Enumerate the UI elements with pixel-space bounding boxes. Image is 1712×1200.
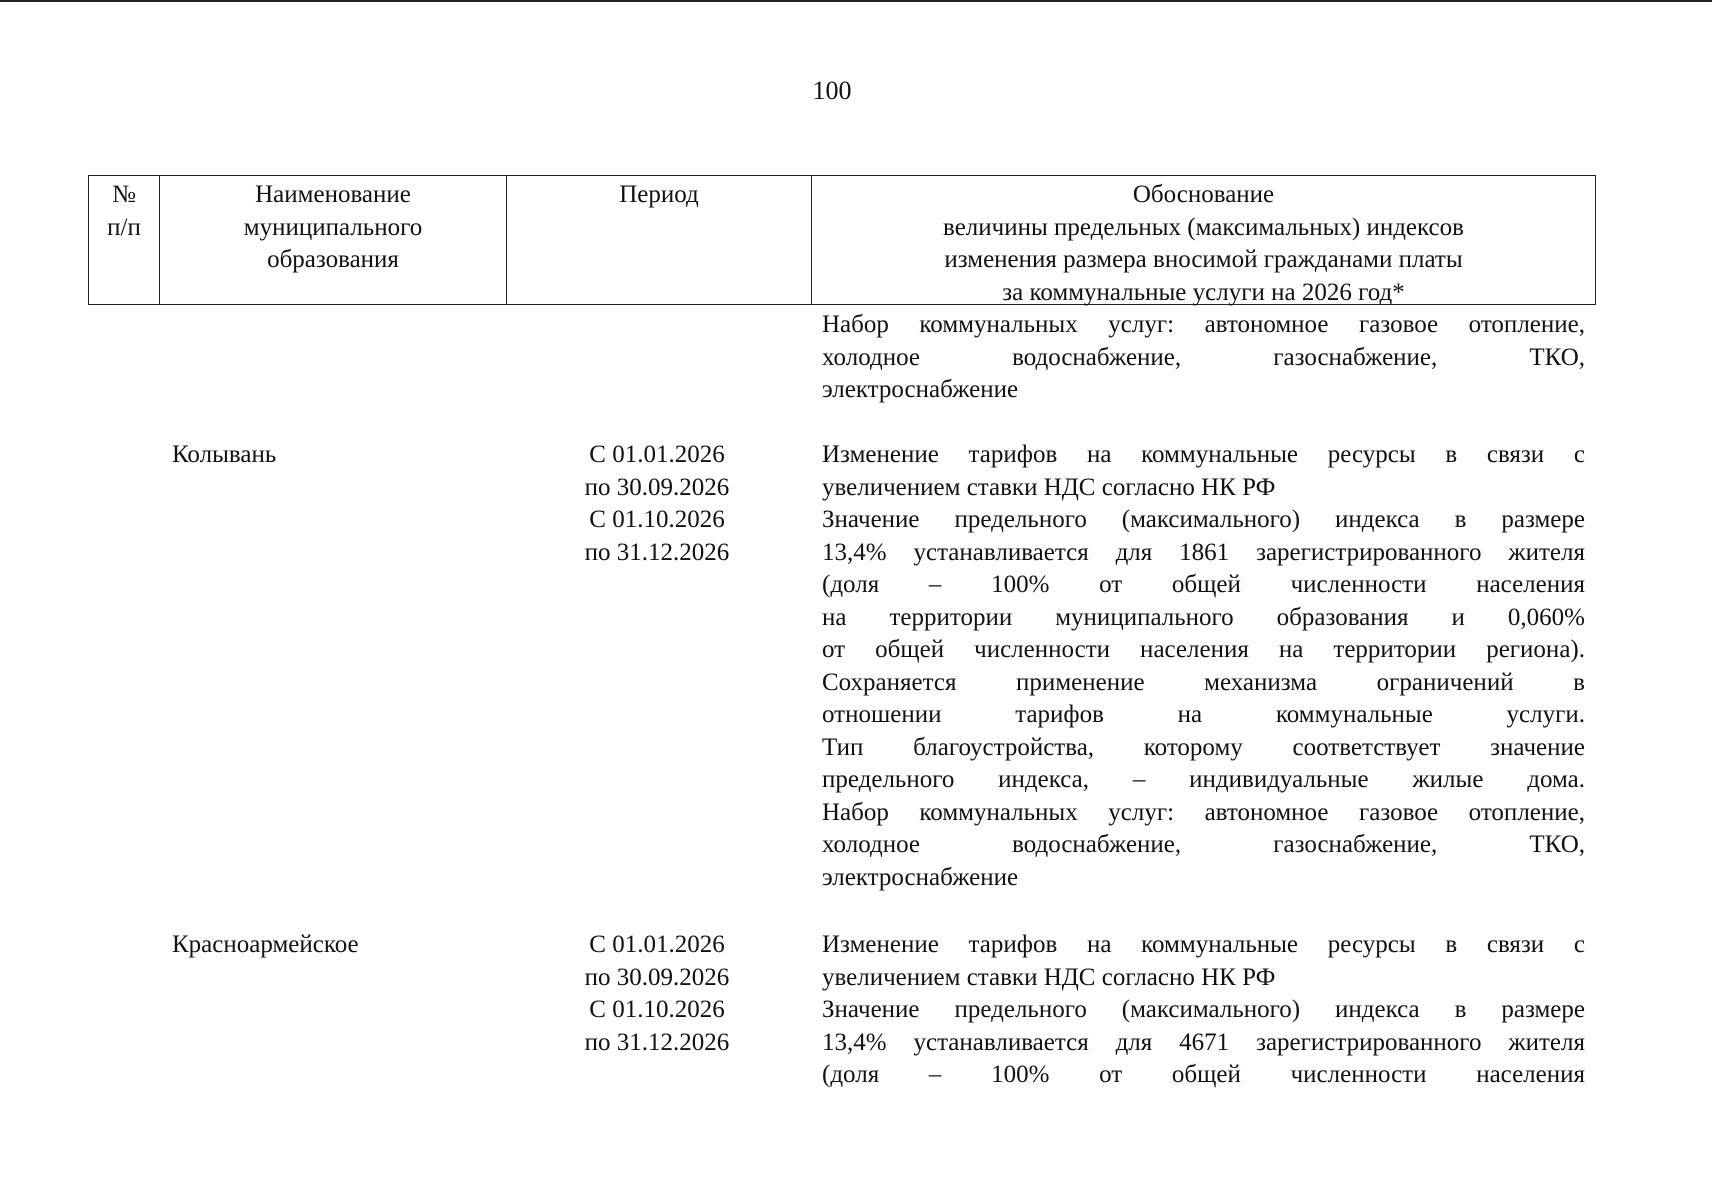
period-cell (557, 929, 757, 1059)
period-line: по 31.12.2026 (584, 1028, 730, 1056)
text-line: увеличением ставки НДС согласно НК РФ (822, 963, 1276, 991)
text-line: Тип благоустройства, которому соответствует значение (822, 733, 1585, 761)
header-text: величины предельных (максимальных) индексов (943, 213, 1464, 241)
header-text: муниципального (243, 213, 423, 241)
text-line: от общей численности населения на территории региона). (822, 636, 1585, 663)
text-line: (доля – 100% от общей численности населения (822, 1061, 1585, 1088)
period-cell (557, 439, 757, 569)
municipality-name: Красноармейское (172, 931, 359, 958)
header-text: № (112, 181, 136, 208)
header-text: Обоснование (1132, 181, 1275, 208)
period-line: по 31.12.2026 (584, 538, 730, 566)
text-line: электроснабжение (822, 376, 1019, 403)
table-header (88, 175, 1596, 305)
text-line: холодное водоснабжение, газоснабжение, ТКО, (822, 831, 1585, 858)
header-text: образования (267, 246, 399, 273)
text-line: увеличением ставки НДС согласно НК РФ (822, 473, 1276, 501)
text-line: 13,4% устанавливается для 4671 зарегистрированного жителя (822, 1028, 1585, 1056)
page-number: 100 (812, 76, 852, 105)
period-line: С 01.10.2026 (589, 996, 725, 1023)
text-line: Значение предельного (максимального) индекса в размере (822, 996, 1585, 1023)
period-line: С 01.01.2026 (589, 931, 725, 958)
text-line: электроснабжение (822, 863, 1019, 891)
period-line: по 30.09.2026 (584, 473, 730, 501)
period-line: С 01.01.2026 (589, 441, 725, 468)
top-border-line (0, 0, 1712, 2)
text-line: (доля – 100% от общей численности населения (822, 571, 1585, 598)
text-line: Сохраняется применение механизма ограничений в (822, 668, 1585, 696)
text-line: Изменение тарифов на коммунальные ресурсы в связи с (822, 931, 1585, 958)
text-line: на территории муниципального образования и 0,060% (822, 603, 1585, 631)
text-line: предельного индекса, – индивидуальные жилые дома. (822, 766, 1585, 793)
header-text: п/п (107, 213, 141, 241)
header-text: Наименование (255, 181, 411, 208)
period-line: С 01.10.2026 (589, 506, 725, 533)
text-line: Набор коммунальных услуг: автономное газовое отопление, (822, 798, 1585, 826)
municipality-name: Колывань (172, 441, 277, 468)
header-municipality-column (160, 176, 507, 304)
text-line: холодное водоснабжение, газоснабжение, ТКО, (822, 343, 1585, 371)
header-text: Период (619, 181, 699, 208)
text-line: Набор коммунальных услуг: автономное газовое отопление, (822, 311, 1585, 338)
header-number-column (89, 176, 160, 304)
text-line: отношении тарифов на коммунальные услуги. (822, 701, 1585, 728)
justification-cell (822, 929, 1585, 1092)
header-justification-column (812, 176, 1595, 304)
carryover-justification (822, 309, 1585, 407)
period-line: по 30.09.2026 (584, 963, 730, 991)
text-line: 13,4% устанавливается для 1861 зарегистрированного жителя (822, 538, 1585, 566)
header-period-column (507, 176, 812, 304)
text-line: Изменение тарифов на коммунальные ресурсы в связи с (822, 441, 1585, 468)
header-text: за коммунальные услуги на 2026 год* (1002, 278, 1405, 306)
header-text: изменения размера вносимой гражданами платы (944, 246, 1463, 273)
justification-cell (822, 439, 1585, 894)
text-line: Значение предельного (максимального) индекса в размере (822, 506, 1585, 533)
